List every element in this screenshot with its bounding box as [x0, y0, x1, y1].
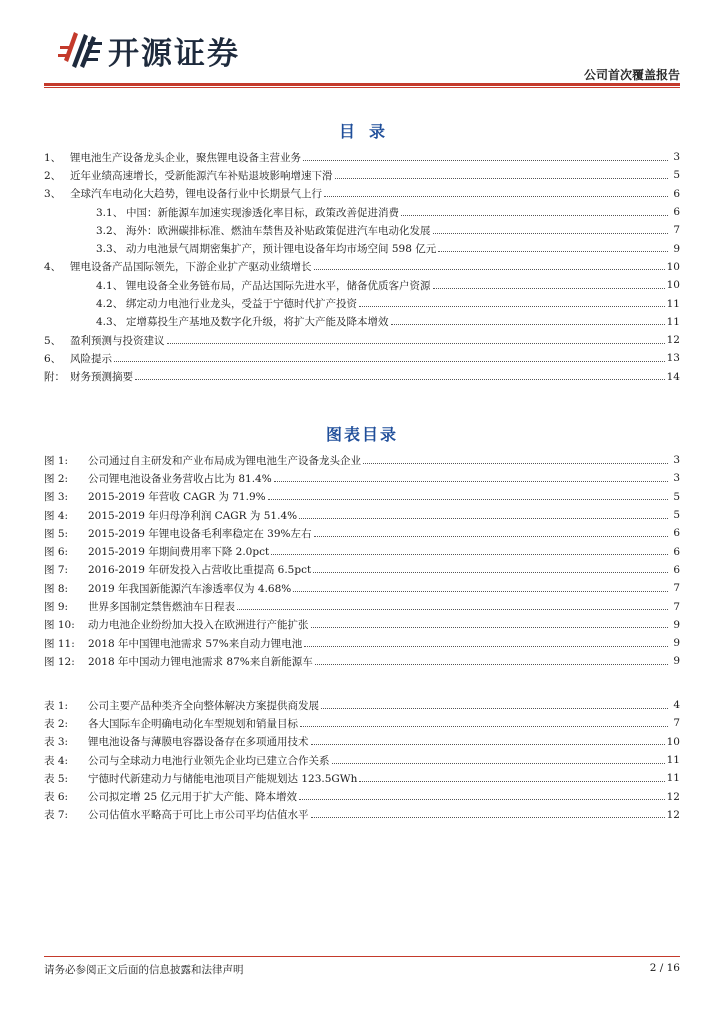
- entry-label: 2015-2019 年归母净利润 CAGR 为 51.4%: [88, 509, 298, 522]
- dot-leader: [311, 627, 669, 628]
- entry-page-number: 12: [666, 790, 680, 803]
- dot-leader: [237, 609, 668, 610]
- entry-number: 图 8:: [44, 582, 69, 595]
- dot-leader: [314, 536, 668, 537]
- entry-number: 3.3、: [96, 243, 124, 256]
- entry-number: 图 2:: [44, 472, 69, 485]
- entry-label: 2018 年中国锂电池需求 57%来自动力锂电池: [88, 637, 303, 650]
- entry-page-number: 12: [666, 808, 680, 821]
- figure-entry[interactable]: [44, 469, 680, 487]
- figure-list: [44, 451, 680, 671]
- dot-leader: [299, 799, 665, 800]
- entry-page-number: 11: [666, 754, 680, 767]
- entry-page-number: 10: [666, 735, 680, 748]
- entry-page-number: 11: [666, 315, 680, 328]
- entry-label: 动力电池企业纷纷加大投入在欧洲进行产能扩张: [88, 619, 309, 632]
- entry-label: 公司与全球动力电池行业领先企业均已建立合作关系: [88, 754, 330, 767]
- entry-label: 各大国际车企明确电动化车型规划和销量目标: [88, 717, 298, 730]
- toc-entry[interactable]: [44, 349, 680, 367]
- entry-label: 盈利预测与投资建议: [70, 334, 165, 347]
- dot-leader: [433, 288, 665, 289]
- entry-page-number: 7: [673, 600, 680, 613]
- table-list: [44, 696, 680, 824]
- entry-page-number: 4: [673, 699, 680, 712]
- dot-leader: [433, 233, 669, 234]
- dot-leader: [324, 196, 668, 197]
- dot-leader: [359, 781, 664, 782]
- entry-number: 表 4:: [44, 754, 69, 767]
- figure-entry[interactable]: [44, 597, 680, 615]
- entry-page-number: 6: [673, 206, 680, 219]
- dot-leader: [114, 361, 665, 362]
- toc-entry[interactable]: [44, 239, 680, 257]
- entry-number: 表 1:: [44, 699, 69, 712]
- figures-title: 图表目录: [325, 425, 398, 444]
- dot-leader: [363, 463, 668, 464]
- entry-page-number: 7: [673, 582, 680, 595]
- entry-page-number: 12: [666, 334, 680, 347]
- toc-entry[interactable]: [44, 331, 680, 349]
- entry-number: 4、: [44, 261, 62, 274]
- report-type-label: 公司首次覆盖报告: [583, 68, 680, 82]
- entry-page-number: 11: [666, 772, 680, 785]
- entry-page-number: 9: [673, 655, 680, 668]
- entry-page-number: 11: [666, 297, 680, 310]
- entry-number: 表 6:: [44, 791, 69, 804]
- entry-page-number: 9: [673, 637, 680, 650]
- dot-leader: [299, 518, 668, 519]
- entry-label: 世界多国制定禁售燃油车日程表: [88, 601, 235, 614]
- dot-leader: [391, 324, 665, 325]
- entry-number: 附：: [44, 371, 65, 384]
- dot-leader: [293, 591, 668, 592]
- table-entry[interactable]: [44, 769, 680, 787]
- dot-leader: [438, 251, 668, 252]
- entry-label: 定增募投生产基地及数字化升级，将扩大产能及降本增效: [126, 316, 389, 329]
- figure-entry[interactable]: [44, 488, 680, 506]
- table-entry[interactable]: [44, 714, 680, 732]
- figure-entry[interactable]: [44, 506, 680, 524]
- entry-number: 图 12:: [44, 655, 75, 668]
- table-entry[interactable]: [44, 733, 680, 751]
- dot-leader: [315, 664, 668, 665]
- figure-entry[interactable]: [44, 616, 680, 634]
- entry-label: 绑定动力电池行业龙头，受益于宁德时代扩产投资: [126, 298, 357, 311]
- page-number: 2 / 16: [649, 962, 680, 974]
- entry-number: 3.1、: [96, 206, 124, 219]
- entry-number: 表 5:: [44, 772, 69, 785]
- entry-label: 公司通过自主研发和产业布局成为锂电池生产设备龙头企业: [88, 454, 361, 467]
- entry-label: 中国：新能源车加速实现渗透化率目标，政策改善促进消费: [126, 206, 399, 219]
- entry-page-number: 6: [673, 187, 680, 200]
- entry-page-number: 5: [673, 169, 680, 182]
- entry-label: 锂电池生产设备龙头企业，聚焦锂电设备主营业务: [70, 151, 301, 164]
- table-entry[interactable]: [44, 787, 680, 805]
- entry-label: 锂电池设备与薄膜电容器设备存在多项通用技术: [88, 736, 309, 749]
- entry-page-number: 9: [673, 618, 680, 631]
- entry-number: 4.2、: [96, 298, 124, 311]
- brand-logo-icon: [58, 26, 104, 72]
- figure-entry[interactable]: [44, 524, 680, 542]
- dot-leader: [303, 160, 668, 161]
- entry-label: 2015-2019 年营收 CAGR 为 71.9%: [88, 491, 266, 504]
- toc-list: [44, 148, 680, 386]
- dot-leader: [167, 343, 665, 344]
- entry-number: 1、: [44, 151, 62, 164]
- entry-number: 图 9:: [44, 601, 69, 614]
- dot-leader: [332, 763, 665, 764]
- header-divider: [44, 83, 680, 86]
- entry-label: 财务预测摘要: [70, 371, 133, 384]
- dot-leader: [300, 726, 668, 727]
- dot-leader: [311, 744, 665, 745]
- entry-number: 6、: [44, 352, 62, 365]
- entry-number: 图 5:: [44, 527, 69, 540]
- toc-entry[interactable]: [44, 294, 680, 312]
- dot-leader: [401, 215, 668, 216]
- entry-page-number: 3: [673, 454, 680, 467]
- dot-leader: [268, 499, 668, 500]
- entry-number: 2、: [44, 169, 62, 182]
- entry-page-number: 10: [666, 279, 680, 292]
- entry-number: 图 6:: [44, 546, 69, 559]
- entry-page-number: 3: [673, 151, 680, 164]
- entry-page-number: 13: [666, 352, 680, 365]
- entry-label: 锂电设备产品国际领先，下游企业扩产驱动业绩增长: [70, 261, 312, 274]
- entry-number: 3、: [44, 188, 62, 201]
- entry-number: 5、: [44, 334, 62, 347]
- entry-page-number: 5: [673, 490, 680, 503]
- entry-label: 2015-2019 年锂电设备毛利率稳定在 39%左右: [88, 527, 312, 540]
- toc-entry[interactable]: [44, 166, 680, 184]
- entry-label: 公司拟定增 25 亿元用于扩大产能、降本增效: [88, 791, 298, 804]
- entry-number: 表 3:: [44, 736, 69, 749]
- dot-leader: [321, 708, 668, 709]
- toc-entry[interactable]: [44, 368, 680, 386]
- entry-label: 风险提示: [70, 352, 112, 365]
- entry-number: 4.1、: [96, 279, 124, 292]
- dot-leader: [304, 646, 668, 647]
- entry-number: 表 7:: [44, 809, 69, 822]
- figure-entry[interactable]: [44, 634, 680, 652]
- entry-page-number: 9: [673, 242, 680, 255]
- dot-leader: [311, 817, 665, 818]
- entry-page-number: 6: [673, 527, 680, 540]
- dot-leader: [335, 178, 669, 179]
- footer-divider: [44, 956, 680, 957]
- toc-entry[interactable]: [44, 148, 680, 166]
- dot-leader: [314, 269, 665, 270]
- dot-leader: [271, 554, 668, 555]
- entry-page-number: 14: [666, 370, 680, 383]
- figure-entry[interactable]: [44, 561, 680, 579]
- figure-entry[interactable]: [44, 652, 680, 670]
- toc-entry[interactable]: [44, 313, 680, 331]
- entry-page-number: 6: [673, 563, 680, 576]
- figure-entry[interactable]: [44, 451, 680, 469]
- toc-entry[interactable]: [44, 203, 680, 221]
- toc-entry[interactable]: [44, 185, 680, 203]
- footer-disclaimer: 请务必参阅正文后面的信息披露和法律声明: [44, 964, 244, 976]
- entry-page-number: 5: [673, 509, 680, 522]
- figure-entry[interactable]: [44, 542, 680, 560]
- entry-number: 图 3:: [44, 491, 69, 504]
- entry-number: 表 2:: [44, 717, 69, 730]
- entry-label: 2019 年我国新能源汽车渗透率仅为 4.68%: [88, 582, 292, 595]
- entry-label: 全球汽车电动化大趋势，锂电设备行业中长期景气上行: [70, 188, 322, 201]
- toc-entry[interactable]: [44, 276, 680, 294]
- dot-leader: [313, 572, 668, 573]
- entry-number: 4.3、: [96, 316, 124, 329]
- entry-label: 锂电设备全业务链布局，产品达国际先进水平，储备优质客户资源: [126, 279, 431, 292]
- entry-label: 公司估值水平略高于可比上市公司平均估值水平: [88, 809, 309, 822]
- entry-label: 2018 年中国动力锂电池需求 87%来自新能源车: [88, 655, 313, 668]
- dot-leader: [135, 379, 665, 380]
- toc-entry[interactable]: [44, 258, 680, 276]
- table-entry[interactable]: [44, 751, 680, 769]
- entry-page-number: 6: [673, 545, 680, 558]
- entry-label: 宁德时代新建动力与储能电池项目产能规划达 123.5GWh: [88, 772, 358, 785]
- entry-label: 动力电池景气周期密集扩产，预计锂电设备年均市场空间 598 亿元: [126, 243, 437, 256]
- table-entry[interactable]: [44, 696, 680, 714]
- entry-number: 图 11:: [44, 637, 75, 650]
- entry-label: 公司主要产品种类齐全向整体解决方案提供商发展: [88, 699, 319, 712]
- dot-leader: [274, 481, 668, 482]
- entry-label: 近年业绩高速增长，受新能源汽车补贴退坡影响增速下滑: [70, 169, 333, 182]
- entry-number: 图 10:: [44, 619, 75, 632]
- entry-label: 海外：欧洲碳排标准、燃油车禁售及补贴政策促进汽车电动化发展: [126, 224, 431, 237]
- toc-title: 目录: [338, 122, 399, 141]
- entry-number: 图 7:: [44, 564, 69, 577]
- entry-number: 3.2、: [96, 224, 124, 237]
- entry-number: 图 1:: [44, 454, 69, 467]
- figure-entry[interactable]: [44, 579, 680, 597]
- entry-page-number: 10: [666, 260, 680, 273]
- entry-label: 公司锂电池设备业务营收占比为 81.4%: [88, 472, 272, 485]
- dot-leader: [359, 306, 665, 307]
- toc-entry[interactable]: [44, 221, 680, 239]
- entry-number: 图 4:: [44, 509, 69, 522]
- entry-page-number: 3: [673, 472, 680, 485]
- header-divider-thin: [44, 87, 680, 88]
- page-header: [44, 20, 680, 92]
- table-entry[interactable]: [44, 806, 680, 824]
- entry-label: 2016-2019 年研发投入占营收比重提高 6.5pct: [88, 564, 312, 577]
- entry-page-number: 7: [673, 717, 680, 730]
- entry-label: 2015-2019 年期间费用率下降 2.0pct: [88, 546, 270, 559]
- entry-page-number: 7: [673, 224, 680, 237]
- brand-name: 开源证券: [108, 36, 240, 72]
